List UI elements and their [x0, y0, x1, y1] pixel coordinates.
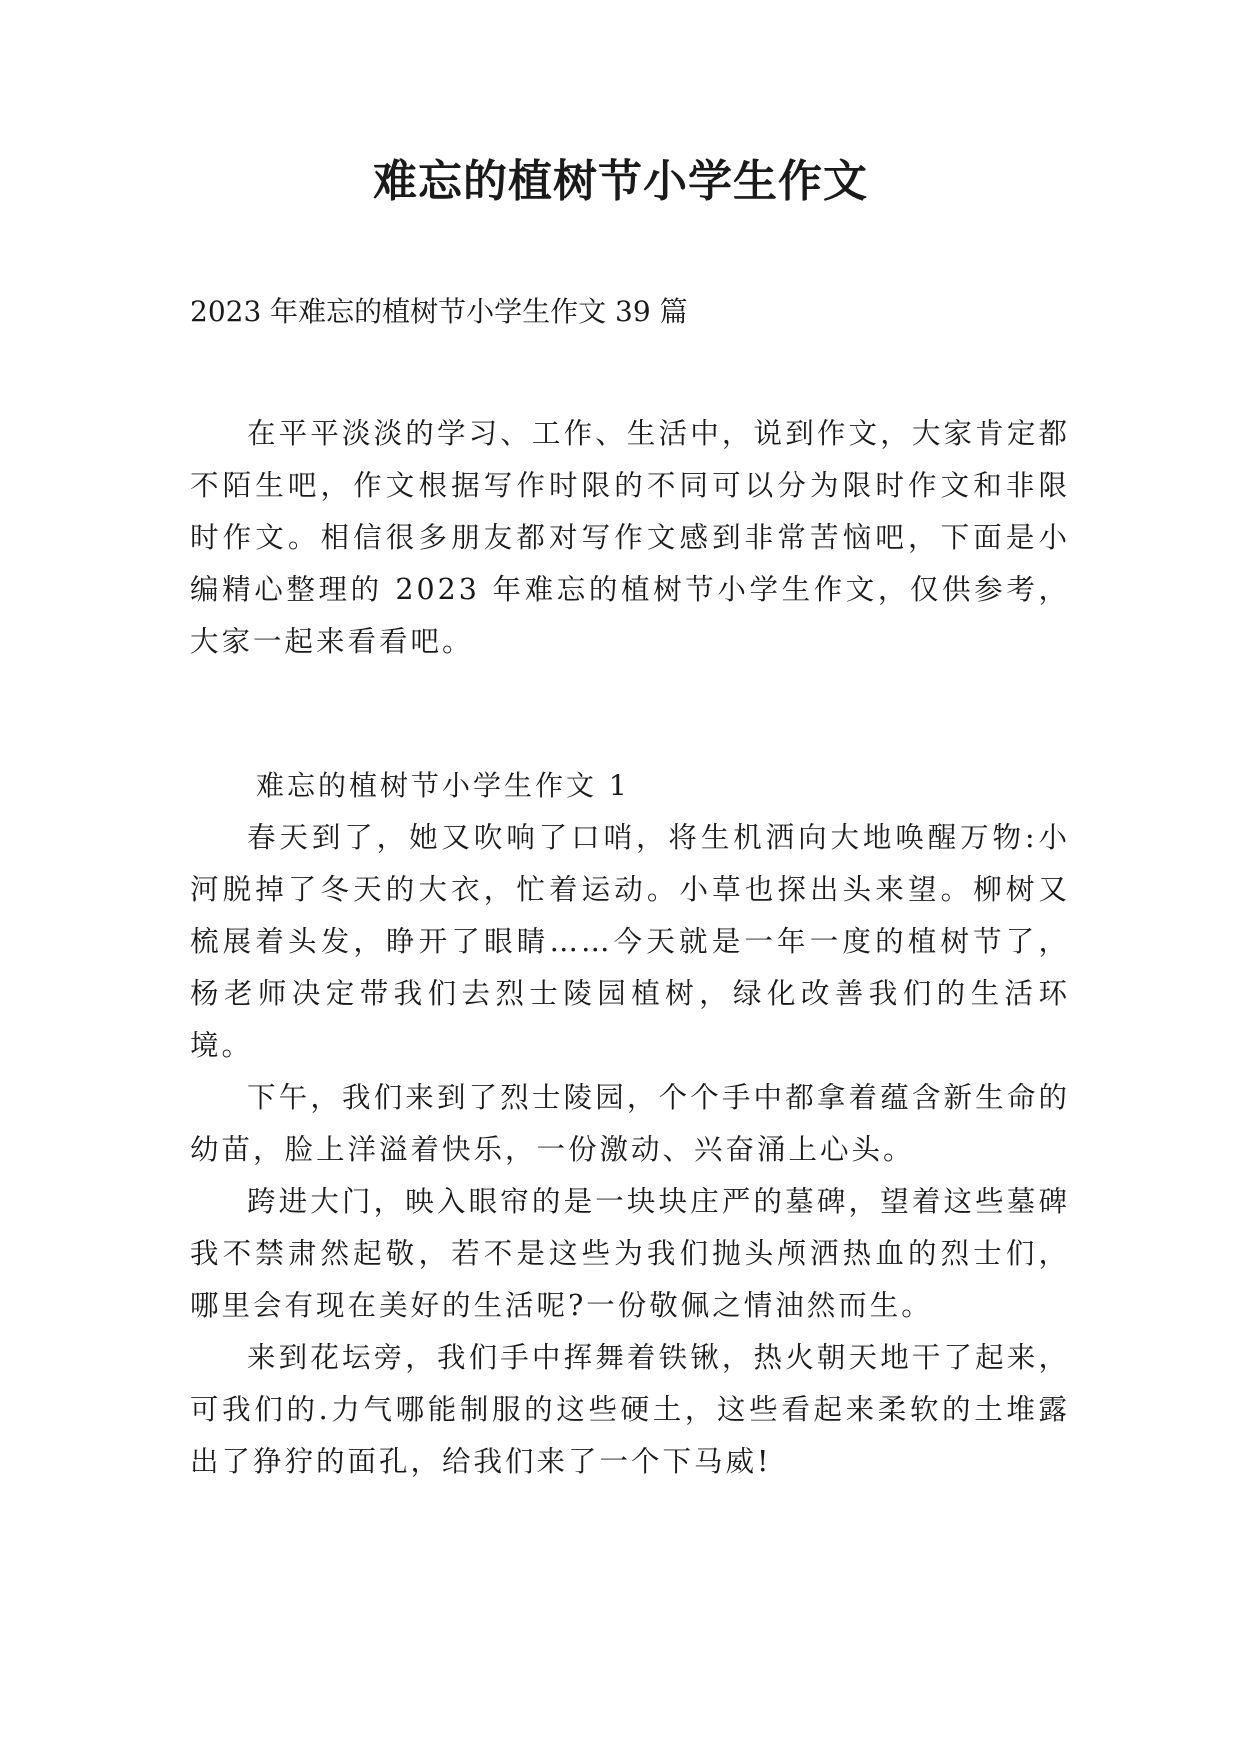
section-title: 难忘的植树节小学生作文 1 [256, 769, 630, 802]
document-subtitle: 2023 年难忘的植树节小学生作文 39 篇 [190, 295, 688, 328]
essay-body [190, 812, 1070, 1488]
document-title: 难忘的植树节小学生作文 [373, 156, 868, 207]
essay-paragraph-2: 下午，我们来到了烈士陵园，个个手中都拿着蕴含新生命的幼苗，脸上洋溢着快乐，一份激动、兴奋涌上心头。 [190, 1081, 1070, 1166]
intro-block [190, 408, 1070, 668]
essay-paragraph-1: 春天到了，她又吹响了口哨，将生机洒向大地唤醒万物:小河脱掉了冬天的大衣，忙着运动。小草也探出头来望。柳树又梳展着头发，睁开了眼睛……今天就是一年一度的植树节了，杨老师决定带我们去烈士陵园植树，绿化改善我们的生活环境。 [190, 821, 1070, 1062]
intro-paragraph: 在平平淡淡的学习、工作、生活中，说到作文，大家肯定都不陌生吧，作文根据写作时限的不同可以分为限时作文和非限时作文。相信很多朋友都对写作文感到非常苦恼吧，下面是小编精心整理的 2023 年难忘的植树节小学生作文，仅供参考，大家一起来看看吧。 [190, 417, 1070, 658]
essay-paragraph-4: 来到花坛旁，我们手中挥舞着铁锹，热火朝天地干了起来，可我们的.力气哪能制服的这些硬土，这些看起来柔软的土堆露出了狰狞的面孔，给我们来了一个下马威! [190, 1341, 1070, 1478]
essay-paragraph-3: 跨进大门，映入眼帘的是一块块庄严的墓碑，望着这些墓碑我不禁肃然起敬，若不是这些为我们抛头颅洒热血的烈士们，哪里会有现在美好的生活呢?一份敬佩之情油然而生。 [190, 1185, 1070, 1322]
